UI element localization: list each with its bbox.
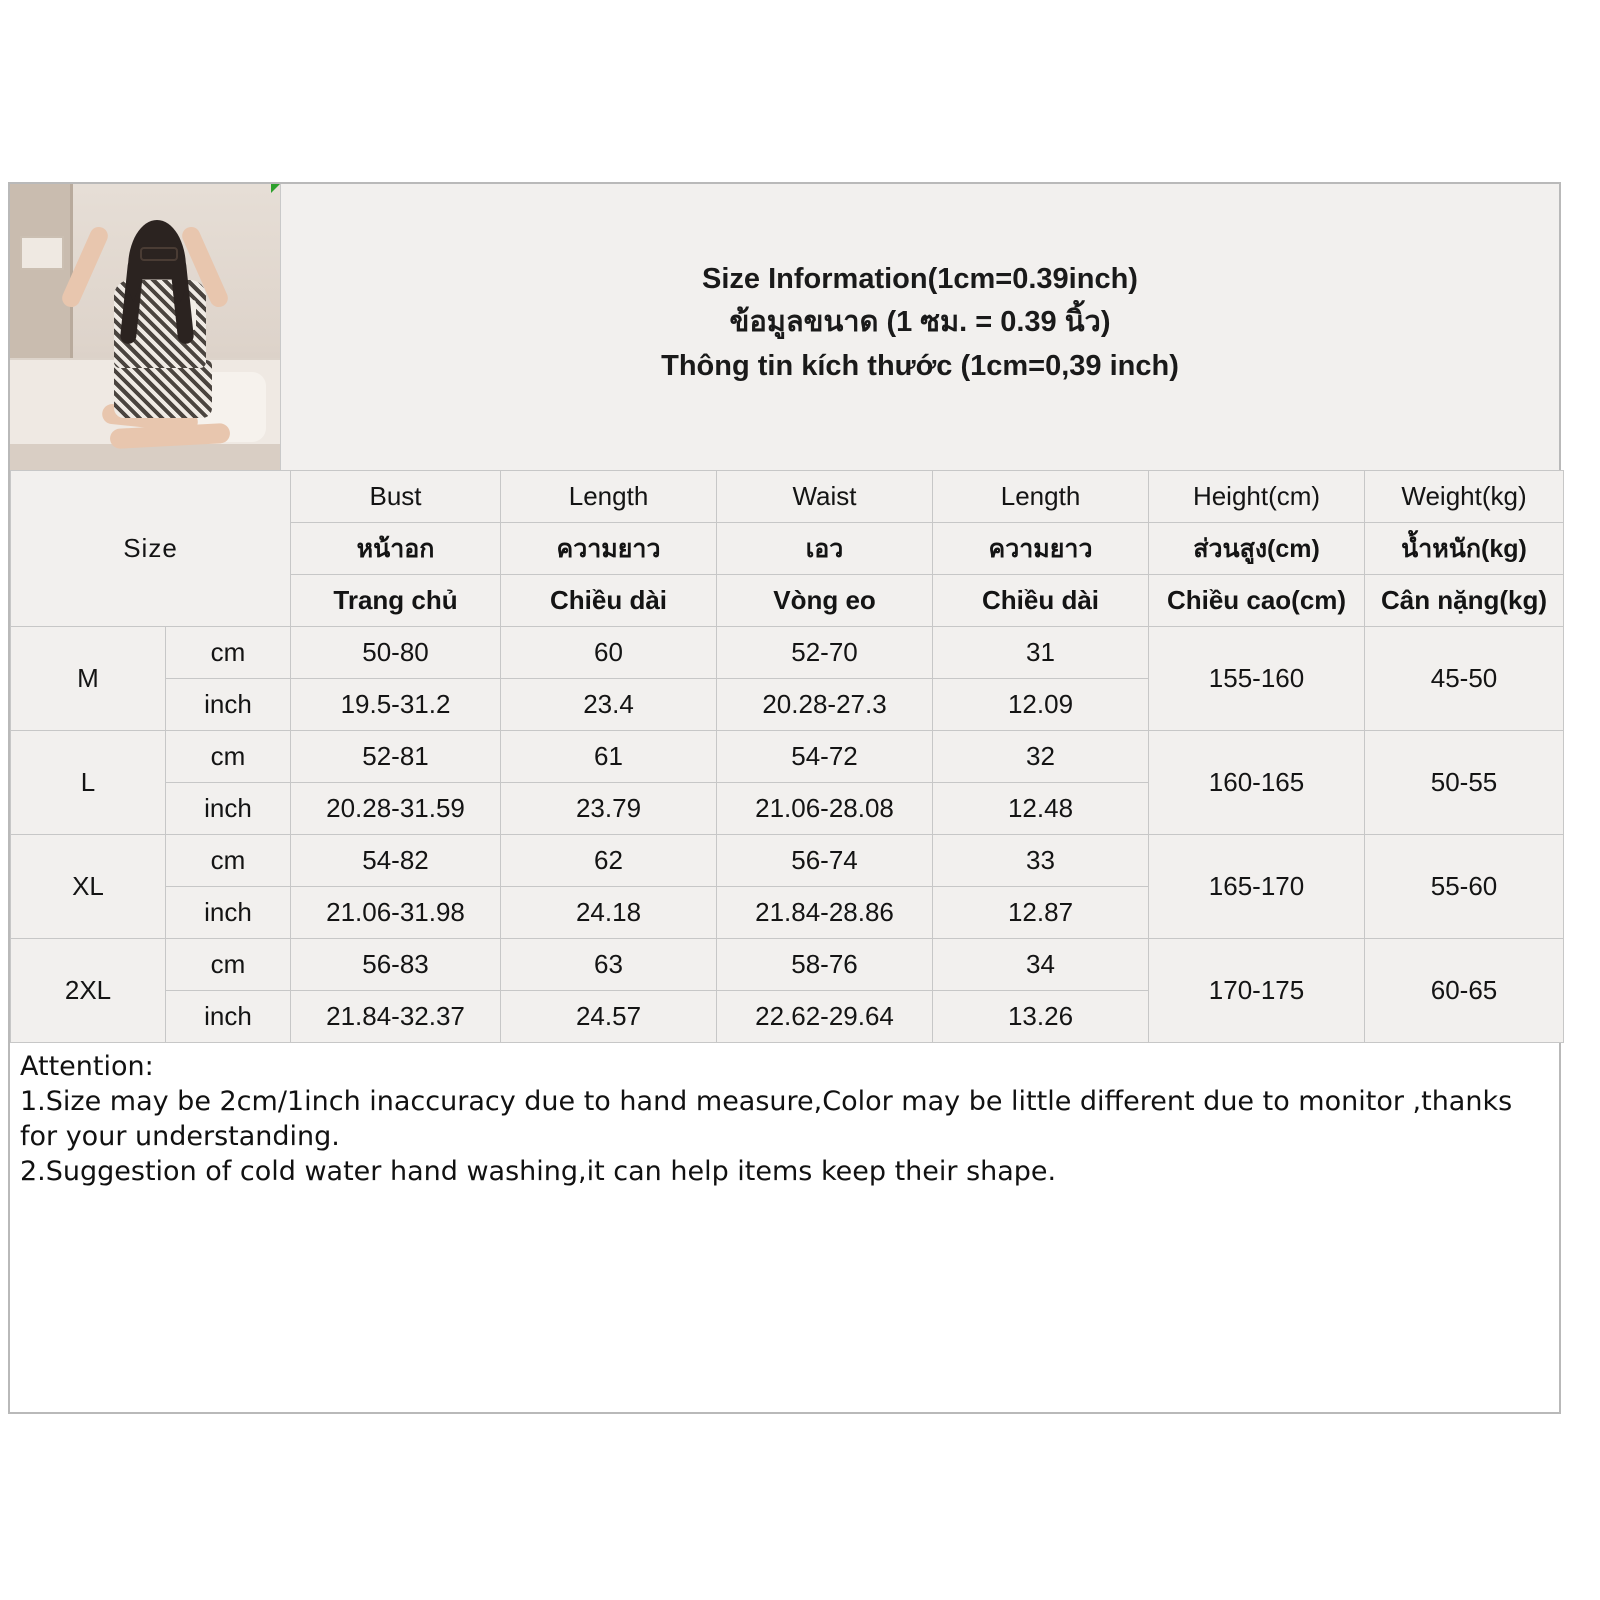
- cell-weight: 45-50: [1365, 627, 1564, 731]
- col-header-length1-en: Length: [501, 471, 717, 523]
- cell-waist-cm: 52-70: [717, 627, 933, 679]
- col-header-length1-th: ความยาว: [501, 523, 717, 575]
- row-size-l: L: [11, 731, 166, 835]
- cell-waist-inch: 22.62-29.64: [717, 991, 933, 1043]
- cell-length1-cm: 61: [501, 731, 717, 783]
- cell-length1-inch: 24.18: [501, 887, 717, 939]
- cell-weight: 50-55: [1365, 731, 1564, 835]
- attention-line-2: 2.Suggestion of cold water hand washing,it can help items keep their shape.: [20, 1156, 1057, 1188]
- cell-length2-cm: 33: [933, 835, 1149, 887]
- col-header-length2-en: Length: [933, 471, 1149, 523]
- cell-bust-cm: 50-80: [291, 627, 501, 679]
- col-header-waist-vi: Vòng eo: [717, 575, 933, 627]
- cell-length2-cm: 32: [933, 731, 1149, 783]
- col-header-bust-vi: Trang chủ: [291, 575, 501, 627]
- col-header-height-vi: Chiều cao(cm): [1149, 575, 1365, 627]
- table-row: [11, 939, 1564, 991]
- cell-height: 155-160: [1149, 627, 1365, 731]
- cell-weight: 60-65: [1365, 939, 1564, 1043]
- row-unit-inch: inch: [166, 783, 291, 835]
- col-header-bust-th: หน้าอก: [291, 523, 501, 575]
- size-header-cell: Size: [11, 471, 291, 627]
- cell-bust-cm: 54-82: [291, 835, 501, 887]
- row-unit-cm: cm: [166, 939, 291, 991]
- cell-length1-inch: 23.79: [501, 783, 717, 835]
- cell-length2-cm: 31: [933, 627, 1149, 679]
- cell-length1-inch: 24.57: [501, 991, 717, 1043]
- col-header-length2-th: ความยาว: [933, 523, 1149, 575]
- cell-waist-inch: 21.84-28.86: [717, 887, 933, 939]
- title-thai: ข้อมูลขนาด (1 ซม. = 0.39 นิ้ว): [729, 306, 1111, 339]
- col-header-height-en: Height(cm): [1149, 471, 1365, 523]
- col-header-height-th: ส่วนสูง(cm): [1149, 523, 1365, 575]
- attention-block: [10, 1043, 1559, 1189]
- cell-waist-cm: 56-74: [717, 835, 933, 887]
- cell-length1-inch: 23.4: [501, 679, 717, 731]
- cell-waist-cm: 58-76: [717, 939, 933, 991]
- cell-bust-inch: 19.5-31.2: [291, 679, 501, 731]
- row-unit-cm: cm: [166, 627, 291, 679]
- col-header-weight-th: น้ำหนัก(kg): [1365, 523, 1564, 575]
- cell-length1-cm: 63: [501, 939, 717, 991]
- cell-height: 170-175: [1149, 939, 1365, 1043]
- cell-length2-inch: 13.26: [933, 991, 1149, 1043]
- row-unit-inch: inch: [166, 679, 291, 731]
- cell-length2-inch: 12.87: [933, 887, 1149, 939]
- attention-heading: Attention:: [20, 1051, 154, 1082]
- col-header-weight-en: Weight(kg): [1365, 471, 1564, 523]
- title-vietnamese: Thông tin kích thước (1cm=0,39 inch): [661, 349, 1179, 382]
- row-size-2xl: 2XL: [11, 939, 166, 1043]
- cell-bust-inch: 20.28-31.59: [291, 783, 501, 835]
- row-unit-cm: cm: [166, 835, 291, 887]
- cell-bust-inch: 21.84-32.37: [291, 991, 501, 1043]
- attention-line-1: 1.Size may be 2cm/1inch inaccuracy due to hand measure,Color may be little different due to monitor ,thanks for your understanding.: [20, 1086, 1513, 1153]
- cell-weight: 55-60: [1365, 835, 1564, 939]
- row-size-xl: XL: [11, 835, 166, 939]
- chart-title-block: [281, 184, 1559, 470]
- cell-bust-inch: 21.06-31.98: [291, 887, 501, 939]
- cell-length2-cm: 34: [933, 939, 1149, 991]
- cell-length1-cm: 60: [501, 627, 717, 679]
- col-header-length1-vi: Chiều dài: [501, 575, 717, 627]
- cell-length2-inch: 12.09: [933, 679, 1149, 731]
- size-chart-sheet: [8, 182, 1561, 1414]
- product-photo: [10, 184, 281, 470]
- title-english: Size Information(1cm=0.39inch): [702, 263, 1138, 296]
- cell-length1-cm: 62: [501, 835, 717, 887]
- cell-height: 160-165: [1149, 731, 1365, 835]
- table-header-row-en: [11, 471, 1564, 523]
- cell-waist-inch: 21.06-28.08: [717, 783, 933, 835]
- col-header-waist-en: Waist: [717, 471, 933, 523]
- row-size-m: M: [11, 627, 166, 731]
- cell-bust-cm: 56-83: [291, 939, 501, 991]
- cell-bust-cm: 52-81: [291, 731, 501, 783]
- cell-height: 165-170: [1149, 835, 1365, 939]
- col-header-waist-th: เอว: [717, 523, 933, 575]
- table-row: [11, 731, 1564, 783]
- size-table: [10, 470, 1564, 1043]
- row-unit-inch: inch: [166, 991, 291, 1043]
- table-row: [11, 835, 1564, 887]
- row-unit-inch: inch: [166, 887, 291, 939]
- col-header-bust-en: Bust: [291, 471, 501, 523]
- col-header-length2-vi: Chiều dài: [933, 575, 1149, 627]
- col-header-weight-vi: Cân nặng(kg): [1365, 575, 1564, 627]
- chart-header: [10, 184, 1559, 470]
- row-unit-cm: cm: [166, 731, 291, 783]
- table-row: [11, 627, 1564, 679]
- cell-waist-cm: 54-72: [717, 731, 933, 783]
- cell-length2-inch: 12.48: [933, 783, 1149, 835]
- cell-waist-inch: 20.28-27.3: [717, 679, 933, 731]
